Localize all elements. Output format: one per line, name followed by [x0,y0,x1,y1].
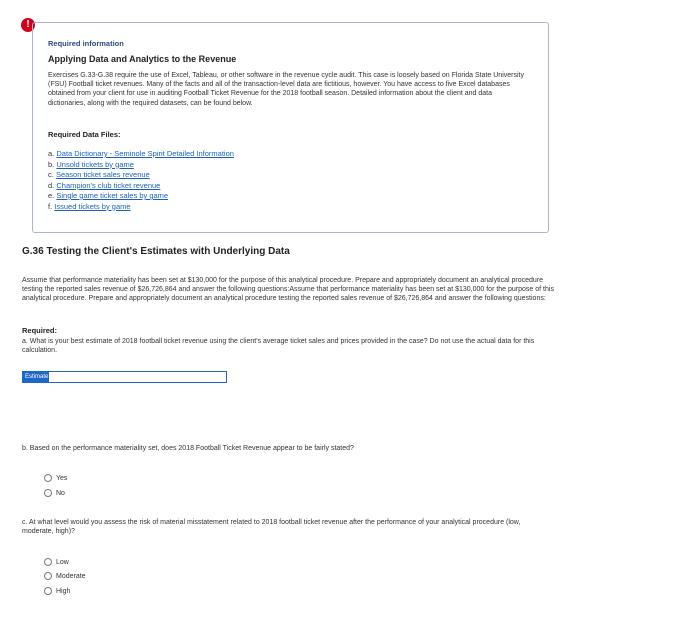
case-description: Exercises G.33-G.38 require the use of Excel, Tableau, or other software in the revenue cycle audit. This case is loosely based on Florida State University (FSU) Football ticket revenues. Many of the facts and all of the transaction-level data are fictitious, however. You have access to five Excel databases obtained from your client for use in auditing Football Ticket Revenue for the 2018 football season. Detailed information about the client and data dictionaries, along with the required datasets, can be found below. [48,72,524,107]
radio-button-icon[interactable] [44,558,52,566]
file-prefix: e. [48,191,55,200]
radio-label: Moderate [56,572,86,580]
file-item [48,191,234,202]
required-label: Required: [22,326,58,335]
answer-a-row [22,371,212,404]
file-link-issued-tickets[interactable]: Issued tickets by game [54,201,131,211]
radio-option-no[interactable] [44,489,65,497]
file-item [48,181,234,192]
required-information-box [32,22,549,233]
radio-button-icon[interactable] [44,489,52,497]
file-link-season-ticket-sales[interactable]: Season ticket sales revenue [55,170,150,179]
radio-option-yes[interactable] [44,474,67,482]
radio-label: High [56,587,71,595]
file-link-unsold-tickets[interactable]: Unsold tickets by game [56,159,134,169]
file-item [48,170,234,181]
file-prefix: c. [48,170,54,179]
radio-button-icon[interactable] [44,572,52,580]
radio-button-icon[interactable] [44,474,52,482]
question-c: c. At what level would you assess the risk of material misstatement related to 2018 football ticket revenue after the performance of your analytical procedure (low, moderate, high)? [22,519,521,536]
file-prefix: a. [48,149,55,158]
file-link-single-game-sales[interactable]: Single game ticket sales by game [56,191,169,200]
file-item [48,149,234,160]
file-prefix: d. [48,180,55,190]
required-information-label: Required information [48,39,124,48]
radio-label: Yes [56,474,68,482]
radio-option-high[interactable] [44,587,70,595]
alert-icon: ! [21,18,35,32]
file-prefix: f. [48,201,53,211]
data-files-list [48,149,234,212]
section-title: G.36 Testing the Client's Estimates with Underlying Data [22,246,290,257]
radio-label: Low [56,558,69,566]
file-item [48,202,234,213]
answer-a-label: Estimate of ticket revenue [22,371,48,383]
radio-button-icon[interactable] [44,587,52,595]
radio-option-moderate[interactable] [44,572,86,580]
section-instructions: Assume that performance materiality has been set at $130,000 for the purpose of this analytical procedure. Prepare and appropriately document an analytical procedure testing the reported sales revenue of $26,726,864 and answer the following questions:Assume that performance materiality has been set at $130,000 for the purpose of this analytical procedure. Prepare and appropriately document an analytical procedure testing the reported sales revenue of $26,726,864 and answer the following questions: [22,277,554,303]
case-title: Applying Data and Analytics to the Revenue [48,54,237,64]
question-b: b. Based on the performance materiality set, does 2018 Football Ticket Revenue appear to be fairly stated? [22,445,354,452]
radio-label: No [56,489,65,497]
data-files-label: Required Data Files: [48,130,121,139]
file-link-data-dictionary[interactable]: Data Dictionary - Seminole Spirit Detailed Information [56,149,234,158]
file-prefix: b. [48,159,55,169]
file-item [48,160,234,171]
question-a: a. What is your best estimate of 2018 football ticket revenue using the client's average ticket sales and prices provided in the case? Do not use the actual data for this calculation. [22,338,535,355]
radio-option-low[interactable] [44,558,69,566]
file-link-champions-club[interactable]: Champion's club ticket revenue [56,180,161,190]
ticket-revenue-estimate-input[interactable] [48,371,227,383]
